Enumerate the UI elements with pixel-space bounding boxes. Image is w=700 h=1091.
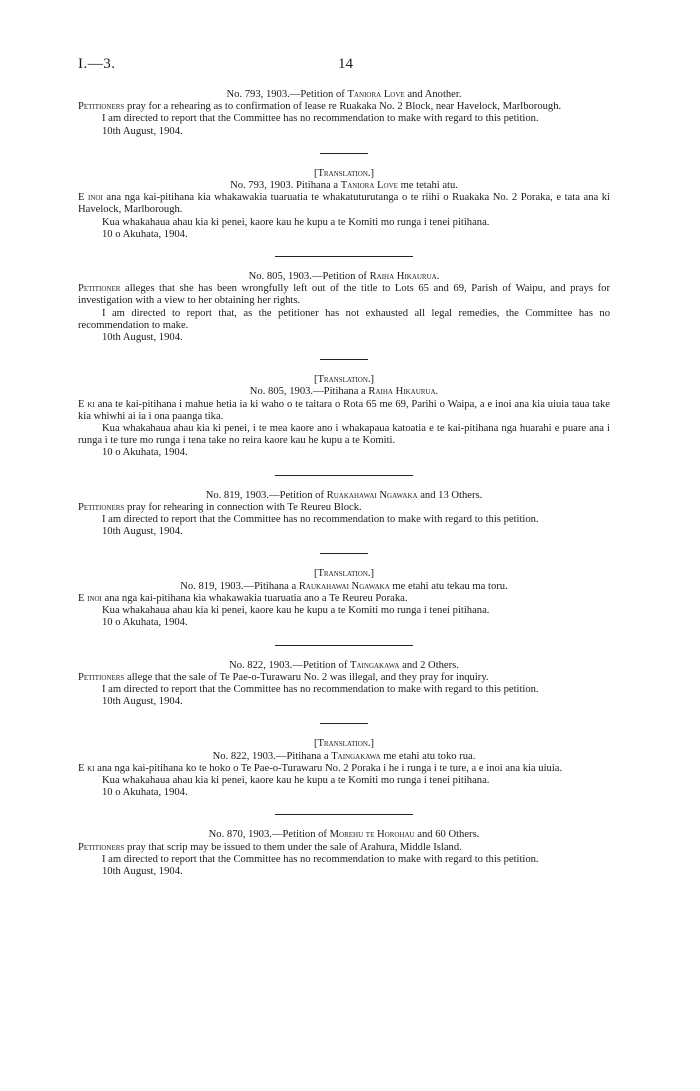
petition-body: Petitioners allege that the sale of Te Pae-o-Turawaru No. 2 was illegal, and they pray for inquiry. (78, 671, 489, 683)
translation-section (78, 568, 610, 629)
committee-report: I am directed to report that the Committee has no recommendation to make with regard to this petition. (102, 113, 539, 125)
petition-title: No. 819, 1903.—Petition of Ruakahawai Ngawaka and 13 Others. (205, 489, 483, 501)
section-divider (320, 359, 368, 360)
document-body (78, 89, 610, 878)
petition-title: No. 870, 1903.—Petition of Morehu te Horohau and 60 Others. (208, 829, 480, 841)
translation-label: [Translation.] (313, 167, 375, 179)
committee-report: I am directed to report that, as the petitioner has not exhausted all legal remedies, the Committee has no recommendation to make. (78, 307, 610, 331)
committee-report: I am directed to report that the Committee has no recommendation to make with regard to this petition. (102, 853, 539, 865)
petition-body: E ki ana nga kai-pitihana ko te hoko o Te Pae-o-Turawaru No. 2 Poraka i he i runga i te ture, a e inoi ana kia uiuia. (78, 762, 563, 774)
report-date: 10th August, 1904. (102, 125, 183, 137)
report-date: 10 o Akuhata, 1904. (102, 617, 188, 629)
report-date: 10th August, 1904. (102, 526, 183, 538)
committee-report: I am directed to report that the Committee has no recommendation to make with regard to this petition. (102, 514, 539, 526)
report-date: 10th August, 1904. (102, 696, 183, 708)
report-date: 10 o Akuhata, 1904. (102, 228, 188, 240)
petition-body: Petitioner alleges that she has been wrongfully left out of the title to Lots 65 and 69, Parish of Waipu, and prays for investigation with a view to her obtaining her rights. (78, 283, 610, 307)
petition-section (78, 829, 610, 878)
petition-body: E inoi ana nga kai-pitihana kia whakawakia tuaruatia te whakatuturutanga o te riihi o Ruakaka No. 2 Poraka, e tata ana ki Havelock, Marlborough. (78, 192, 610, 216)
section-divider (320, 723, 368, 724)
petition-title: No. 819, 1903.—Pitihana a Raukahawai Ngawaka me etahi atu tekau ma toru. (180, 580, 508, 592)
translation-section (78, 738, 610, 799)
petition-title: No. 793, 1903. Pitihana a Taniora Love me tetahi atu. (230, 180, 458, 192)
translation-section (78, 374, 610, 459)
section-divider (275, 645, 413, 646)
committee-report: I am directed to report that the Committee has no recommendation to make with regard to this petition. (102, 683, 539, 695)
petition-title: No. 822, 1903.—Pitihana a Taingakawa me etahi atu toko rua. (212, 750, 476, 762)
committee-report: Kua whakahaua ahau kia ki penei, kaore kau he kupu a te Komiti mo runga i tenei pitihana. (102, 774, 490, 786)
report-date: 10th August, 1904. (102, 865, 183, 877)
petition-body: Petitioners pray for rehearing in connection with Te Reureu Block. (78, 501, 362, 513)
petition-title: No. 805, 1903.—Pitihana a Raiha Hikaurua. (249, 386, 439, 398)
petition-title: No. 822, 1903.—Petition of Taingakawa and 2 Others. (229, 659, 459, 671)
section-divider (275, 814, 413, 815)
translation-label: [Translation.] (313, 738, 375, 750)
petition-body: E ki ana te kai-pitihana i mahue hetia ia ki waho o te taitara o Rota 65 me 69, Parihi o Waipa, a e inoi ana kia uiuia taua take kia whiwhi ai ia i ona paanga tika. (78, 398, 610, 422)
report-date: 10 o Akuhata, 1904. (102, 447, 188, 459)
petition-section (78, 271, 610, 344)
petition-section (78, 490, 610, 539)
report-date: 10 o Akuhata, 1904. (102, 787, 188, 799)
petition-body: Petitioners pray that scrip may be issued to them under the sale of Arahura, Middle Island. (78, 841, 462, 853)
translation-label: [Translation.] (313, 568, 375, 580)
section-divider (320, 153, 368, 154)
section-divider (275, 475, 413, 476)
petition-section (78, 89, 610, 138)
petition-body: Petitioners pray for a rehearing as to confirmation of lease re Ruakaka No. 2 Block, near Havelock, Marlborough. (78, 101, 562, 113)
report-date: 10th August, 1904. (102, 332, 183, 344)
petition-section (78, 660, 610, 709)
section-divider (320, 553, 368, 554)
translation-label: [Translation.] (313, 374, 375, 386)
parliamentary-paper-reference: I.—3. (78, 56, 116, 72)
section-divider (275, 256, 413, 257)
page-number: 14 (338, 56, 353, 72)
committee-report: Kua whakahaua ahau kia ki penei, kaore kau he kupu a te Komiti mo runga i tenei pitihana. (102, 605, 490, 617)
committee-report: Kua whakahaua ahau kia ki penei, i te mea kaore ano i whakapaua katoatia e te kai-pitihana nga huarahi e puare ana i runga i te ture mo runga i tena take no reira kaore kau he kupu a te Komiti. (78, 423, 610, 447)
committee-report: Kua whakahaua ahau kia ki penei, kaore kau he kupu a te Komiti mo runga i tenei pitihana. (102, 216, 490, 228)
petition-title: No. 793, 1903.—Petition of Taniora Love and Another. (226, 89, 462, 100)
translation-section (78, 168, 610, 241)
petition-title: No. 805, 1903.—Petition of Raiha Hikaurua. (248, 271, 440, 283)
petition-body: E inoi ana nga kai-pitihana kia whakawakia tuaruatia ano a Te Reureu Poraka. (78, 592, 408, 604)
